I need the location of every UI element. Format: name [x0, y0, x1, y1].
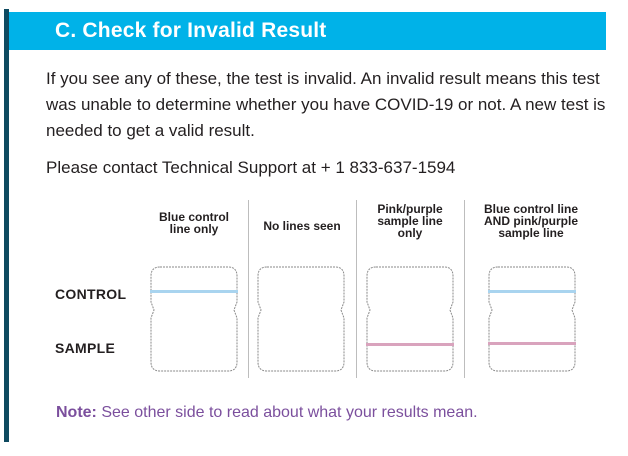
column-label-3: Pink/purple sample line only [377, 202, 443, 240]
section-title: C. Check for Invalid Result [55, 19, 327, 42]
invalid-description: If you see any of these, the test is invalid. An invalid result means this test was unable to determine whether you have COVID-19 or not. A new test is needed to get a valid result. [46, 69, 606, 140]
column-label-1: Blue control line only [158, 210, 229, 236]
column-divider [248, 200, 249, 378]
column-divider [464, 200, 465, 378]
test-cassette-blue-only [150, 266, 238, 372]
left-accent-bar [4, 9, 9, 442]
sample-line [366, 343, 454, 346]
section-header [9, 12, 606, 50]
test-cassette-pink-only [366, 266, 454, 372]
row-label-control: CONTROL [55, 286, 127, 302]
note-label: Note: [56, 404, 97, 421]
test-cassette-no-lines [257, 266, 345, 372]
row-label-sample: SAMPLE [55, 340, 116, 356]
column-divider [356, 200, 357, 378]
note [56, 404, 478, 422]
column-label-4: Blue control line AND pink/purple sample line [483, 202, 578, 240]
control-line [150, 290, 238, 293]
column-label-2: No lines seen [263, 219, 341, 233]
note-text: See other side to read about what your results mean. [96, 404, 478, 421]
test-cassette-both-lines [488, 266, 576, 372]
support-contact: Please contact Technical Support at + 1 833-637-1594 [46, 158, 456, 177]
sample-line [488, 342, 576, 345]
control-line [488, 290, 576, 293]
